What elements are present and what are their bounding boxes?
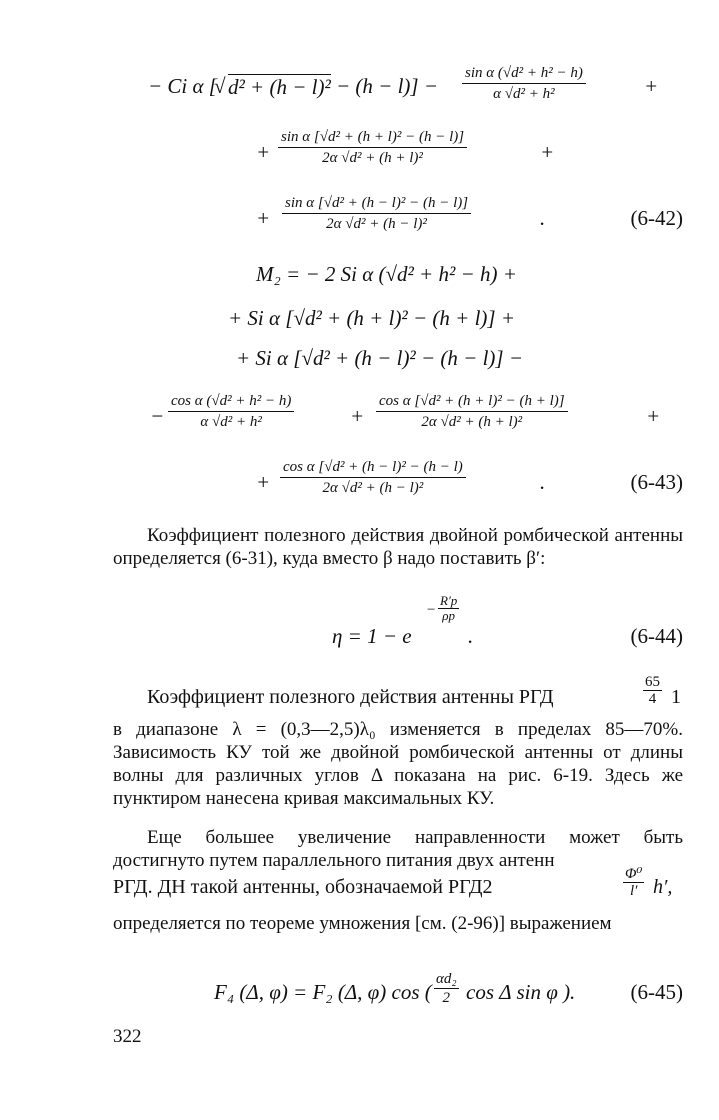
fraction — [280, 458, 466, 497]
fraction-numerator: sin α (√d² + h² − h) — [465, 65, 583, 81]
equation-number: (6-45) — [630, 980, 683, 1004]
formula-part: . — [468, 624, 474, 648]
fraction — [462, 64, 586, 103]
formula-eta — [0, 594, 719, 658]
formula-line-7 — [0, 392, 719, 436]
fraction-denominator: 2α √d² + (h + l)² — [376, 411, 568, 431]
fraction-numerator: Φ⁰ — [625, 866, 643, 882]
formula-part: + Si α [√d² + (h − l)² − (h − l)] − — [236, 346, 523, 370]
formula-part: M₂ = − 2 Si α (√d² + h² − h) + — [256, 262, 517, 286]
formula-line-6 — [0, 346, 719, 376]
paragraph-2-first-line — [113, 674, 683, 712]
fraction-denominator: 2α √d² + (h − l)² — [280, 477, 466, 497]
paragraph-3-c: определяется по теореме умножения [см. (2-96)] выражением — [113, 913, 612, 934]
fraction-denominator: α √d² + h² — [168, 411, 294, 431]
page-number: 322 — [113, 1026, 142, 1047]
formula-part: + — [350, 404, 365, 428]
formula-part: cos Δ sin φ ). — [466, 980, 576, 1004]
formula-part: + — [256, 470, 271, 494]
formula-part: + — [644, 74, 659, 98]
fraction — [168, 392, 294, 431]
paragraph-3-a: Еще большее увеличение направленности может быть достигнуто путем параллельного питания двух антенн — [113, 827, 683, 871]
exponent-minus: − — [426, 602, 437, 618]
fraction — [376, 392, 568, 431]
fraction — [278, 128, 467, 167]
formula-part: + Si α [√d² + (h + l)² − (h + l)] + — [228, 306, 515, 330]
formula-part: + — [256, 206, 271, 230]
exponent-fraction — [438, 594, 459, 623]
para3-text: РГД. ДН такой антенны, обозначаемой РГД2 — [113, 876, 493, 898]
fraction-denominator: 2 — [434, 988, 459, 1007]
fraction-numerator: αd₂ — [436, 971, 457, 987]
para2-suffix: 1 — [671, 686, 681, 708]
equation-number: (6-42) — [630, 206, 683, 230]
paragraph-1: Коэффициент полезного действия двойной ромбической антенны определяется (6-31), куда вместо β надо поставить β′: — [113, 525, 683, 569]
para2-fraction — [643, 674, 662, 707]
fraction-numerator: cos α [√d² + (h + l)² − (h + l)] — [379, 393, 565, 409]
formula-line-2 — [0, 128, 719, 172]
formula-line-m2 — [0, 262, 719, 292]
fraction-numerator: R′р — [440, 593, 458, 608]
fraction-numerator: cos α [√d² + (h − l)² − (h − l) — [283, 459, 463, 475]
paragraph-2-rest: в диапазоне λ = (0,3—2,5)λ₀ изменяется в пределах 85—70%. Зависимость КУ той же двойной ромбической антенны от длины волны для различных углов Δ показана на рис. 6-19. Здесь же пунктиром нанесена кривая максимальных КУ. — [113, 719, 683, 809]
formula-part: + — [646, 404, 661, 428]
formula-part: d² + (h − l)² — [228, 75, 331, 99]
fraction — [282, 194, 471, 233]
formula-line-1 — [0, 65, 719, 108]
fraction-denominator: 2α √d² + (h − l)² — [282, 213, 471, 233]
fraction-denominator: 2α √d² + (h + l)² — [278, 147, 467, 167]
formula-part: − (h − l)] − — [336, 74, 439, 98]
fraction-denominator: ρр — [438, 608, 459, 623]
formula-part: . — [540, 470, 546, 494]
fraction-denominator: α √d² + h² — [462, 83, 586, 103]
equation-number: (6-43) — [630, 470, 683, 494]
para2-text: Коэффициент полезного действия антенны РГД — [147, 686, 554, 708]
formula-part: − Ci α [ — [148, 74, 217, 98]
sqrt-sign: √ — [214, 74, 226, 98]
formula-part: η = 1 − e — [332, 624, 412, 648]
para3-fraction — [623, 866, 644, 899]
formula-line-3 — [0, 194, 719, 238]
fraction-numerator: sin α [√d² + (h − l)² − (h − l)] — [285, 195, 469, 211]
formula-part: . — [540, 206, 546, 230]
formula-part: F₄ (Δ, φ) = F₂ (Δ, φ) cos ( — [214, 980, 432, 1004]
fraction-numerator: cos α (√d² + h² − h) — [171, 393, 292, 409]
fraction-denominator: l′ — [623, 882, 644, 899]
formula-line-8 — [0, 458, 719, 502]
formula-part: − — [150, 404, 165, 428]
fraction — [434, 970, 459, 1007]
para3-suffix: h′, — [653, 876, 673, 898]
equation-number: (6-44) — [630, 624, 683, 648]
formula-part: + — [540, 140, 555, 164]
formula-part: + — [256, 140, 271, 164]
fraction-numerator: 65 — [645, 674, 660, 690]
formula-f4 — [0, 966, 719, 1014]
fraction-denominator: 4 — [643, 690, 662, 707]
paragraph-3-b-line — [113, 868, 683, 902]
fraction-numerator: sin α [√d² + (h + l)² − (h − l)] — [281, 129, 465, 145]
formula-line-5 — [0, 306, 719, 336]
